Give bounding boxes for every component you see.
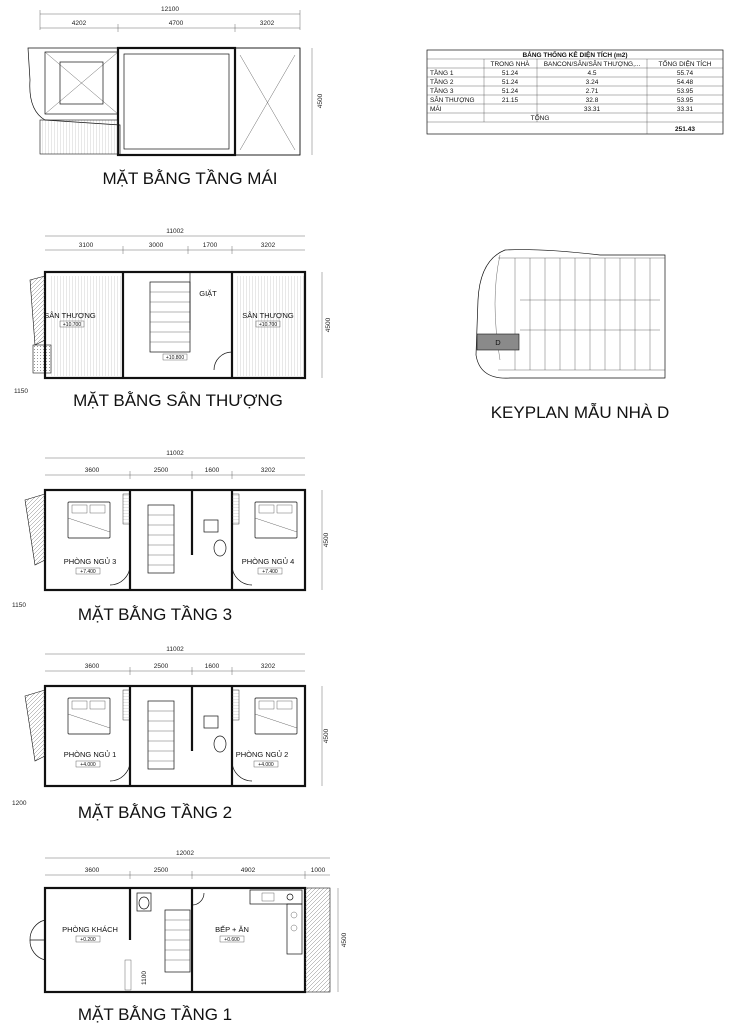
floor2-dim-3: 1600 [204, 663, 220, 670]
floor3-room-left: PHÒNG NGỦ 3 [63, 557, 117, 566]
table-cell: 51.24 [501, 70, 519, 77]
floor3-dim-side: 4500 [323, 532, 330, 548]
table-cell: 4.5 [587, 70, 597, 77]
keyplan-marker-label: D [495, 338, 501, 347]
floor2-plan [12, 646, 330, 822]
roof-dim-3: 3202 [259, 20, 275, 27]
terrace-dim-side: 4500 [325, 317, 332, 333]
area-table [427, 49, 723, 134]
floor2-dim-2: 2500 [153, 663, 169, 670]
floor2-plan-title: MẶT BẰNG TẦNG 2 [77, 803, 233, 822]
floor2-dim-total: 11002 [166, 646, 184, 653]
roof-dim-side: 4500 [317, 93, 324, 109]
floor1-room-kitchen: BẾP + ĂN [215, 925, 249, 934]
floor3-dim-2: 2500 [153, 467, 169, 474]
table-cell: 33.31 [583, 106, 601, 113]
terrace-plan [14, 228, 332, 410]
terrace-room-laundry: GIẶT [199, 289, 217, 298]
table-cell: 3.24 [585, 79, 599, 86]
floor2-room-right: PHÒNG NGỦ 2 [235, 750, 289, 759]
floor3-room-right: PHÒNG NGỦ 4 [241, 557, 295, 566]
floor1-room-living: PHÒNG KHÁCH [62, 925, 118, 934]
terrace-plan-title: MẶT BẰNG SÂN THƯỢNG [73, 391, 283, 410]
table-cell: 53.95 [676, 88, 694, 95]
floor1-dim-side: 4500 [341, 932, 348, 948]
table-title: BẢNG THỐNG KÊ DIỆN TÍCH (m2) [522, 52, 628, 59]
floor1-dim-1: 3600 [84, 867, 100, 874]
floor1-dim-2: 2500 [153, 867, 169, 874]
floor3-dim-total: 11002 [166, 450, 184, 457]
floor1-plan [30, 850, 348, 1024]
keyplan [476, 250, 669, 422]
roof-dim-2: 4700 [168, 20, 184, 27]
terrace-dim-3: 1700 [202, 242, 218, 249]
floor1-dim-total: 12002 [175, 850, 195, 857]
terrace-room-right: SÂN THƯỢNG [242, 311, 294, 320]
floor3-dim-offset: 1150 [12, 602, 26, 609]
table-header: TRONG NHÀ [490, 61, 530, 68]
table-cell: 51.24 [501, 79, 519, 86]
table-cell: 53.95 [676, 97, 694, 104]
table-cell: 21.15 [501, 97, 519, 104]
terrace-level-left: +10.700 [62, 322, 82, 328]
table-cell: 54.48 [676, 79, 694, 86]
table-cell: 2.71 [585, 88, 599, 95]
floor2-level-right: +4.000 [258, 762, 274, 768]
terrace-dim-2: 3000 [148, 242, 164, 249]
floor3-level-left: +7.400 [80, 569, 96, 575]
table-cell: TẦNG 1 [430, 70, 454, 77]
floor3-plan [12, 450, 330, 624]
terrace-dim-4: 3202 [260, 242, 276, 249]
terrace-dim-1: 3100 [78, 242, 94, 249]
floor3-plan-title: MẶT BẰNG TẦNG 3 [77, 605, 233, 624]
terrace-dim-total: 11002 [166, 228, 184, 235]
roof-dim-total: 12100 [160, 6, 180, 13]
floor1-dim-3: 4902 [240, 867, 256, 874]
table-cell: 33.31 [676, 106, 694, 113]
table-cell: 55.74 [676, 70, 694, 77]
floor2-level-left: +4.000 [80, 762, 96, 768]
floor1-dim-inner: 1100 [141, 971, 148, 985]
table-cell: SÂN THƯỢNG [430, 97, 475, 104]
roof-plan [28, 6, 324, 188]
table-total-label: TỔNG [530, 115, 550, 122]
floor3-dim-4: 3202 [260, 467, 276, 474]
terrace-room-left: SÂN THƯỢNG [44, 311, 96, 320]
table-header: BANCON/SÂN/SÂN THƯỢNG,... [543, 61, 641, 68]
floor2-dim-4: 3202 [260, 663, 276, 670]
table-cell: 51.24 [501, 88, 519, 95]
roof-plan-title: MẶT BẰNG TẦNG MÁI [102, 169, 278, 188]
keyplan-title: KEYPLAN MẪU NHÀ D [490, 403, 670, 422]
floor3-dim-1: 3600 [84, 467, 100, 474]
floor2-dim-side: 4500 [323, 728, 330, 744]
table-cell: MÁI [430, 106, 442, 113]
table-cell: TẦNG 2 [430, 79, 454, 86]
floor3-level-right: +7.400 [262, 569, 278, 575]
table-cell: TẦNG 3 [430, 88, 454, 95]
floor3-dim-3: 1600 [204, 467, 220, 474]
terrace-level-right: +10.700 [258, 322, 278, 328]
table-header: TỔNG DIỆN TÍCH [658, 61, 712, 68]
table-cell: 32.8 [585, 97, 599, 104]
floor2-room-left: PHÒNG NGỦ 1 [63, 750, 117, 759]
terrace-level-stair: +10.800 [165, 355, 185, 361]
floor2-dim-1: 3600 [84, 663, 100, 670]
floor1-level-living: +0.200 [80, 937, 96, 943]
floor1-dim-4: 1000 [310, 867, 326, 874]
floor2-dim-offset: 1200 [12, 800, 27, 807]
floor1-plan-title: MẶT BẰNG TẦNG 1 [77, 1005, 233, 1024]
table-total-value: 251.43 [675, 126, 695, 133]
roof-dim-1: 4202 [71, 20, 87, 27]
floor1-level-kitchen: +0.600 [224, 937, 240, 943]
terrace-dim-offset: 1150 [14, 388, 28, 395]
